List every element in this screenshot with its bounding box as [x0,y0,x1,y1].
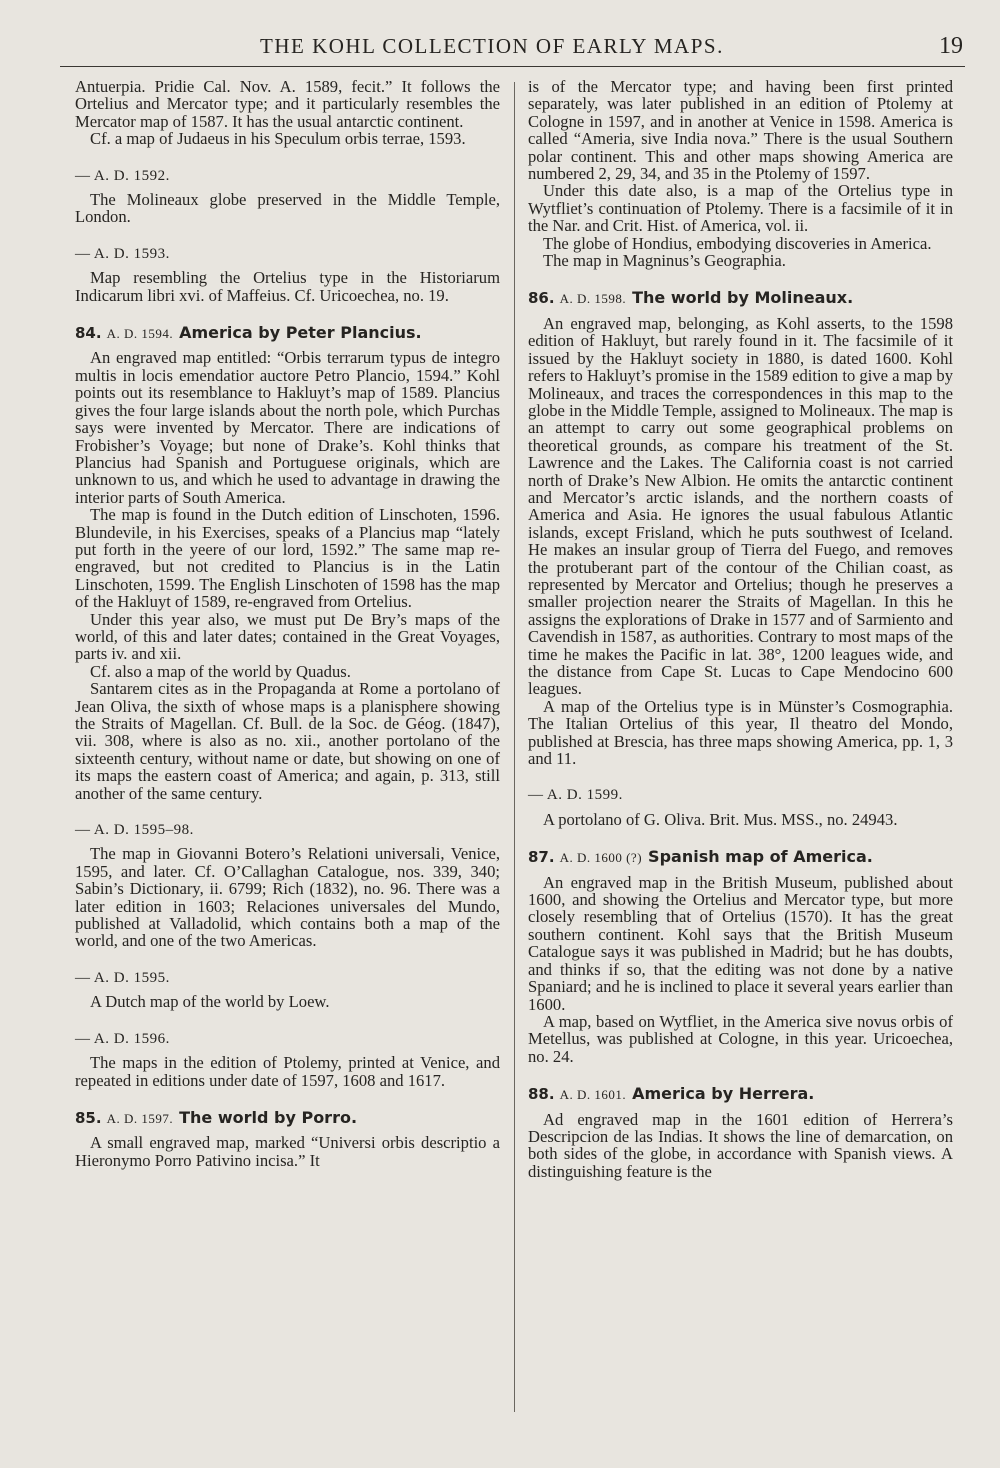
paragraph: The Molineaux globe preserved in the Middle Temple, London. [75,190,500,227]
section-date: A. D. 1598. [559,291,627,307]
paragraph: A map of the Ortelius type is in Münster’s Cosmographia. The Italian Ortelius of this year, Il theatro del Mondo, published at Brescia, has three maps showing America, pp. 1, 3 and 11. [528,696,953,769]
section-heading [528,848,953,866]
date-heading: — A. D. 1595–98. [75,822,194,839]
paragraph: Santarem cites as in the Propaganda at Rome a portolano of Jean Oliva, the sixth of whose maps is a planisphere showing the Straits of Magellan. Cf. Bull. de la Soc. de Géog. (1847), vii. 308, where is also as no. xii., another portolano of the sixteenth century, without name or date, but showing on one of its maps the eastern coast of America; and again, p. 313, still another of the same century. [75,679,500,803]
section-heading [75,324,500,342]
paragraph: An engraved map in the British Museum, published about 1600, and showing the Ortelius and Mercator type, but more closely resembling that of Ortelius (1570). It has the great southern continent. Kohl says that the British Museum Catalogue says it was published in Madrid; but he has doubts, and thinks if so, that the editing was not done by a native Spaniard; and he is inclined to place it several years earlier than 1600. [528,872,953,1014]
running-title: THE KOHL COLLECTION OF EARLY MAPS. [260,34,724,58]
paragraph: A Dutch map of the world by Loew. [90,992,330,1012]
page-number: 19 [939,33,963,59]
date-heading: — A. D. 1593. [75,245,170,262]
section-date: A. D. 1597. [106,1110,174,1126]
date-heading: — A. D. 1595. [75,969,170,986]
date-heading: — A. D. 1596. [75,1030,170,1047]
left-column [75,78,500,1169]
right-column [528,78,953,1180]
section-heading [528,289,953,307]
paragraph: Cf. a map of Judaeus in his Speculum orbis terrae, 1593. [90,129,466,149]
section-date: A. D. 1600 (?) [559,850,643,866]
paragraph: The map in Giovanni Botero’s Relationi universali, Venice, 1595, and later. Cf. O’Callaghan Catalogue, nos. 339, 340; Sabin’s Dictionary, ii. 6799; Rich (1832), no. 96. There was a later edition in 1603; Relaciones universales del Mundo, published at Valladolid, which contains both a map of the world, and one of the two Americas. [75,844,500,951]
paragraph: Map resembling the Ortelius type in the Historiarum Indicarum libri xvi. of Maffeius. Cf. Uricoechea, no. 19. [75,268,500,305]
section-title: The world by Porro. [179,1107,358,1127]
section-number: 88. [528,1085,555,1104]
paragraph: Antuerpia. Pridie Cal. Nov. A. 1589, fecit.” It follows the Ortelius and Mercator type; and it particularly resembles the Mercator map of 1587. It has the usual antarctic continent. [75,77,500,131]
paragraph: Under this year also, we must put De Bry’s maps of the world, of this and later dates; contained in the Great Voyages, parts iv. and xii. [75,609,500,664]
paragraph: is of the Mercator type; and having been first printed separately, was later published in an edition of Ptolemy at Cologne in 1597, and in another at Venice in 1598. America is called “Ameria, sive India nova.” There is the usual Southern polar continent. This and other maps showing America are numbered 2, 29, 34, and 35 in the Ptolemy of 1597. [528,77,953,184]
date-heading: — A. D. 1599. [528,787,623,804]
running-header [60,30,965,67]
paragraph: A portolano of G. Oliva. Brit. Mus. MSS., no. 24943. [543,809,898,829]
section-number: 86. [528,289,555,308]
paragraph: The maps in the edition of Ptolemy, printed at Venice, and repeated in editions under date of 1597, 1608 and 1617. [75,1053,500,1090]
paragraph: Ad engraved map in the 1601 edition of Herrera’s Descripcion de las Indias. It shows the line of demarcation, on both sides of the globe, in accordance with Spanish views. A distinguishing feature is the [528,1109,953,1181]
paragraph: The map is found in the Dutch edition of Linschoten, 1596. Blundevile, in his Exercises, speaks of a Plancius map “lately put forth in the yeere of our lord, 1592.” The same map re-engraved, but not credited to Plancius is in the Latin Linschoten, 1599. The English Linschoten of 1598 has the map of the Hakluyt of 1589, re-engraved from Ortelius. [75,505,500,612]
paragraph: A map, based on Wytfliet, in the America sive novus orbis of Metellus, was published at Cologne, in this year. Uricoechea, no. 24. [528,1011,953,1066]
section-number: 87. [528,848,555,867]
section-title: Spanish map of America. [648,847,873,867]
paragraph: An engraved map entitled: “Orbis terrarum typus de integro multis in locis emendatior auctore Petro Plancio, 1594.” Kohl points out its resemblance to Hakluyt’s map of 1589. Plancius gives the four large islands about the north pole, which Purchas says were invented by Mercator. There are indications of Frobisher’s Voyage; but none of Drake’s. Kohl thinks that Plancius had Spanish and Portuguese originals, which are unknown to us, and which he used to advantage in drawing the interior parts of South America. [75,348,500,507]
section-date: A. D. 1601. [559,1087,627,1103]
section-number: 84. [75,324,102,343]
section-number: 85. [75,1108,102,1127]
section-title: America by Peter Plancius. [179,323,422,343]
paragraph: The globe of Hondius, embodying discoveries in America. [543,233,932,253]
paragraph: A small engraved map, marked “Universi orbis descriptio a Hieronymo Porro Pativino incisa.” It [75,1133,500,1170]
column-divider [514,82,515,1412]
paragraph: An engraved map, belonging, as Kohl asserts, to the 1598 edition of Hakluyt, but rarely found in it. The facsimile of it issued by the Hakluyt society in 1880, is dated 1600. Kohl refers to Hakluyt’s promise in the 1589 edition to give a map by Molineaux, and traces the correspondences in this map to the globe in the Middle Temple, assigned to Molineaux. The map is an attempt to carry out some geographical problems on theoretical grounds, as compare his treatment of the St. Lawrence and the Lakes. The California coast is not carried north of Drake’s New Albion. He omits the antarctic continent and Mercator’s arctic islands, and the northern coasts of America and Asia. He ignores the usual fabulous Atlantic islands, except Frisland, which he puts southwest of Iceland. He makes an insular group of Tierra del Fuego, and removes the protuberant part of the contour of the Chilian coast, as represented by Mercator and Ortelius; though he preserves a smaller projection nearer the Straits of Magellan. In this he assigns the explorations of Drake in 1577 and of Sarmiento and Cavendish in 1587, as authorities. Contrary to most maps of the time he makes the Pacific in lat. 38°, 1200 leagues wide, and the distance from Cape St. Lucas to Cape Mendocino 600 leagues. [528,313,953,699]
paragraph: Cf. also a map of the world by Quadus. [90,661,351,681]
paragraph: The map in Magninus’s Geographia. [543,251,786,271]
section-heading [75,1109,500,1127]
paragraph: Under this date also, is a map of the Ortelius type in Wytfliet’s continuation of Ptolemy. There is a facsimile of it in the Nar. and Crit. Hist. of America, vol. ii. [528,181,953,236]
section-date: A. D. 1594. [106,326,174,342]
section-heading [528,1085,953,1103]
section-title: The world by Molineaux. [632,288,854,308]
date-heading: — A. D. 1592. [75,167,170,184]
section-title: America by Herrera. [632,1084,815,1104]
